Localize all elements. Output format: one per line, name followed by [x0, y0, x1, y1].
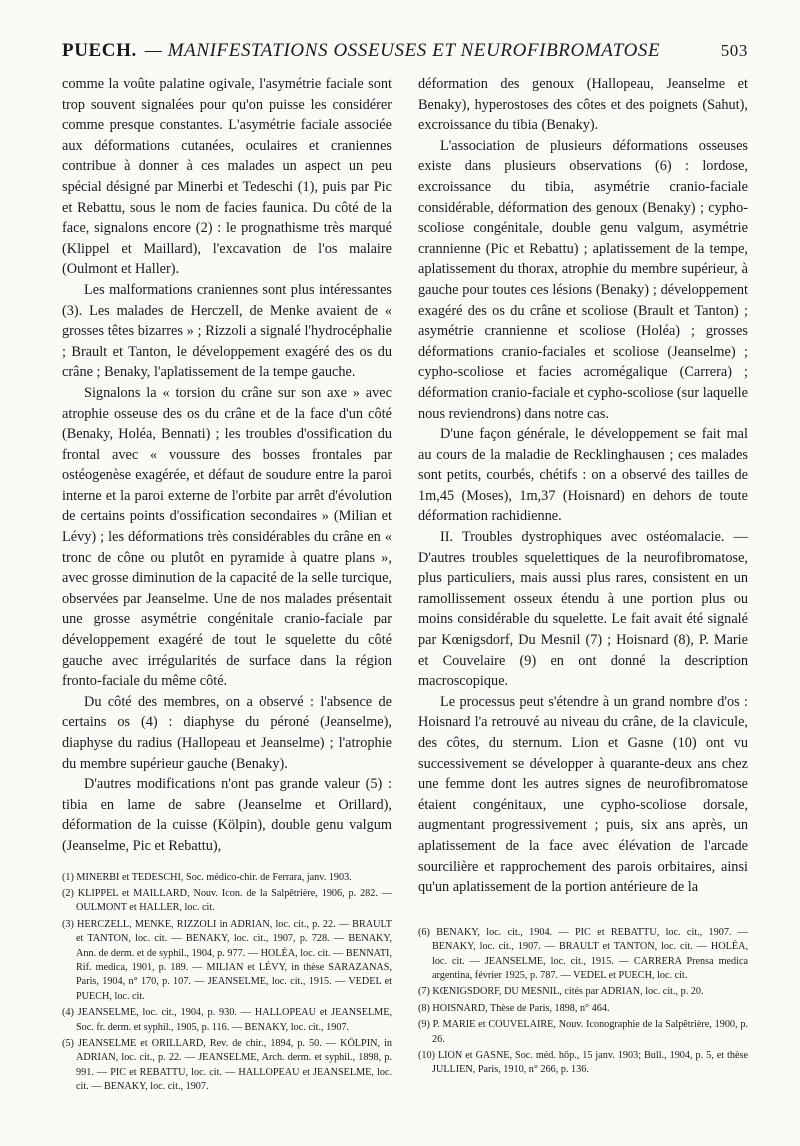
footnote: (6) BENAKY, loc. cit., 1904. — PIC et REBATTU, loc. cit., 1907. — BENAKY, loc. cit., 1907. — BRAULT et TANTON, loc. cit. — HOLÉA, loc. cit. — JEANSELME, loc. cit., 1915. — CARRERA Prensa medica argentina, février 1925, p. 787. — VEDEL et PUECH, loc. cit. [418, 926, 748, 981]
header-title: — MANIFESTATIONS OSSEUSES ET NEUROFIBROMATOSE [144, 40, 661, 61]
footnote: (3) HERCZELL, MENKE, RIZZOLI in ADRIAN, loc. cit., p. 22. — BRAULT et TANTON, loc. cit. — BENAKY, loc. cit., 1907, p. 728. — BENAKY, Ann. de derm. et de syphil., 1904, p. 977. — HOLÉA, loc. cit. — BENNATI, Rif. medica, 1901, p. 189. — MILIAN et LÉVY, in thèse SARAZANAS, Paris, 1904, n° 170, p. 107. — JEANSELME, loc. cit., 1915. — VEDEL et PUECH, loc. cit. [62, 918, 392, 1002]
footnote: (4) JEANSELME, loc. cit., 1904, p. 930. — HALLOPEAU et JEANSELME, Soc. fr. derm. et syphil., 1905, p. 116. — BENAKY, loc. cit., 1907. [62, 1007, 392, 1033]
left-column [62, 74, 392, 1097]
paragraph: Les malformations craniennes sont plus intéressantes (3). Les malades de Herczell, de Menke avaient de « grosses têtes bizarres » ; Rizzoli a signalé l'hydrocéphalie ; Brault et Tanton, le développement exagéré des os du crâne ; Benaky, l'aplatissement de la tempe gauche. [62, 281, 392, 381]
footnote: (10) LION et GASNE, Soc. méd. hôp., 15 janv. 1903; Bull., 1904, p. 5, et thèse JULLIEN, Paris, 1910, n° 266, p. 136. [418, 1050, 748, 1076]
paragraph: déformation des genoux (Hallopeau, Jeanselme et Benaky), hyperostoses des côtes et des poignets (Sahut), excroissance du tibia (Benaky). [418, 76, 748, 134]
paragraph: Du côté des membres, on a observé : l'absence de certains os (4) : diaphyse du péroné (Jeanselme), diaphyse du radius (Hallopeau et Jeanselme) ; l'atrophie du membre supérieur gauche (Benaky). [62, 693, 392, 772]
footnote: (1) MINERBI et TEDESCHI, Soc. médico-chir. de Ferrara, janv. 1903. [62, 871, 352, 883]
paragraph: comme la voûte palatine ogivale, l'asymétrie faciale sont trop souvent signalées pour qu'on puisse les considérer comme presque constantes. L'asymétrie faciale associée aux déformations cutanées, oculaires et craniennes contribue à donner à ces malades un aspect un peu spécial désigné par Minerbi et Tedeschi (1), puis par Pic et Rebattu, sous le nom de facies faunica. Du côté de la face, signalons encore (2) : le prognathisme très marqué (Klippel et Maillard), l'excavation de l'os malaire (Oulmont et Haller). [62, 76, 392, 278]
running-header [62, 40, 748, 62]
right-column [418, 74, 748, 1097]
paragraph: Le processus peut s'étendre à un grand nombre d'os : Hoisnard l'a retrouvé au niveau du crâne, de la clavicule, des côtes, du sternum. Lion et Gasne (10) ont vu successivement se développer à quarante-deux ans chez une femme dont les autres signes de neurofibromatose étaient congénitaux, une cypho-scoliose dorsale, augmentant progressivement ; puis, six ans après, un aplatissement de la face avec élévation de l'arcade sourcilière et rapprochement des parois orbitaires, ainsi qu'un aplatissement de la portion antérieure de la [418, 693, 748, 896]
paragraph: Signalons la « torsion du crâne sur son axe » avec atrophie osseuse des os du crâne et de la face d'un côté (Benaky, Holéa, Bennati) ; les troubles d'ossification du frontal avec « voussure des bosses frontales par ostéogenèse exagérée, et défaut de soudure entre la paroi interne et la paroi externe de l'orbite par arrêt d'évolution de certains points d'ossification secondaires » (Milian et Lévy) ; les déformations très considérables du crâne en « tronc de cône ou plutôt en pyramide à quatre plans », avec grosse diminution de la capacité de la selle turcique, observées par Jeanselme. Une de nos malades présentait une grosse asymétrie congénitale cranio-faciale par développement exagéré de tout le squelette du côté gauche avec irrégularités de surface dans la région fronto-faciale du même côté. [62, 384, 392, 690]
footnote: (2) KLIPPEL et MAILLARD, Nouv. Icon. de la Salpêtrière, 1906, p. 282. — OULMONT et HALLER, loc. cit. [62, 887, 392, 914]
header-author: PUECH. [62, 40, 137, 61]
section-heading-paragraph: II. Troubles dystrophiques avec ostéomalacie. — D'autres troubles squelettiques de la neurofibromatose, plus particuliers, mais aussi plus rares, consistent en un ramollissement osseux étendu à une portion plus ou moins considérable du squelette. Le fait avait été signalé par Kœnigsdorf, Du Mesnil (7) ; Hoisnard (8), P. Marie et Couvelaire (9) en ont donné la description macroscopique. [418, 529, 748, 690]
footnote: (9) P. MARIE et COUVELAIRE, Nouv. Iconographie de la Salpêtrière, 1900, p. 26. [418, 1019, 748, 1045]
right-footnotes [418, 926, 748, 1078]
paragraph: D'une façon générale, le développement se fait mal au cours de la maladie de Recklinghausen ; ces malades sont petits, courbés, chétifs : on a observé des tailles de 1m,45 (Moses), 1m,37 (Hoisnard) en dehors de toute déformation rachidienne. [418, 426, 748, 525]
page-number: 503 [720, 41, 748, 60]
footnote: (5) JEANSELME et ORILLARD, Rev. de chir., 1894, p. 50. — KÖLPIN, in ADRIAN, loc. cit., p. 22. — JEANSELME, Arch. derm. et syphil., 1898, p. 991. — PIC et REBATTU, loc. cit. — HALLOPEAU et JEANSELME, loc. cit. — BENAKY, loc. cit., 1907. [62, 1038, 392, 1093]
left-body-text [62, 74, 392, 857]
paragraph: L'association de plusieurs déformations osseuses existe dans plusieurs observations (6) : lordose, excroissance du tibia, asymétrie cranio-faciale considérable, déformation des genoux (Benaky) ; cypho-scoliose congénitale, double genu valgum, asymétrie crannienne (Pic et Rebattu) ; aplatissement de la tempe, aplatissement du thorax, atrophie du membre supérieur, à gauche pour toutes ces lésions (Benaky) ; développement exagéré des os du crâne et scoliose (Brault et Tanton) ; asymétrie crannienne et scoliose (Holéa) ; grosses déformations cranio-faciales et scoliose (Jeanselme) ; cypho-scoliose et facies acromégalique (Carrera) ; déformation cranio-faciale et cypho-scoliose (sur laquelle nous reviendrons) dans notre cas. [418, 137, 748, 422]
footnote: (8) HOISNARD, Thèse de Paris, 1898, n° 464. [418, 1002, 610, 1014]
footnote: (7) KŒNIGSDORF, DU MESNIL, cités par ADRIAN, loc. cit., p. 20. [418, 986, 704, 998]
paragraph: D'autres modifications n'ont pas grande valeur (5) : tibia en lame de sabre (Jeanselme et Orillard), déformation de la cuisse (Kölpin), double genu valgum (Jeanselme, Pic et Rebattu), [62, 776, 392, 854]
left-footnotes [62, 871, 392, 1095]
two-column-body [62, 74, 748, 1097]
right-body-text [418, 74, 748, 898]
